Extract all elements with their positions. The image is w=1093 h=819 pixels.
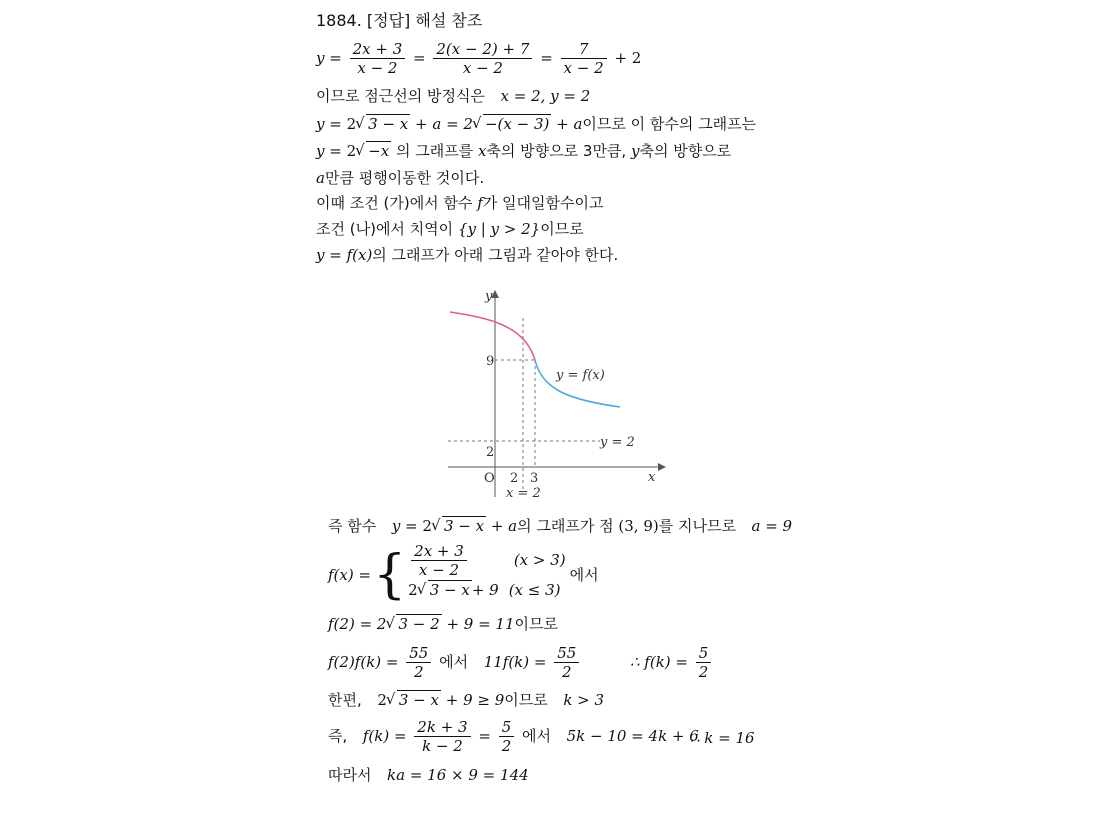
- fraction-3: $\frac{7}{x - 2}$: [561, 40, 607, 77]
- thus-line: 즉, f(k) = $\frac{2k + 3}{k - 2}$ = $\frac{5}{2}$ 에서 5k − 10 = 4k + 6: [328, 718, 699, 755]
- asymptote-h-label: y = 2: [600, 435, 635, 450]
- y-axis-label: y: [485, 289, 493, 304]
- tick-y2: 2: [486, 445, 495, 460]
- transform-line: y = 2√ 3 − x + a = 2√ −(x − 3) + a이므로 이 함수의 그래프는: [316, 114, 756, 134]
- final-answer-line: 따라서 ka = 16 × 9 = 144: [328, 766, 529, 784]
- shift-line-2: a만큼 평행이동한 것이다.: [316, 169, 485, 187]
- therefore-k: ∴ k = 16: [690, 729, 755, 747]
- tick-x2: 2: [510, 471, 519, 486]
- condition-a-line: 이때 조건 (가)에서 함수 f가 일대일함수이고: [316, 194, 604, 212]
- asymptote-line: 이므로 점근선의 방정식은 x = 2, y = 2: [316, 87, 591, 105]
- curve-label: y = f(x): [556, 368, 605, 383]
- pass-point-line: 즉 함수 y = 2√ 3 − x + a의 그래프가 점 (3, 9)를 지나므로 a = 9: [328, 516, 792, 536]
- tick-x3: 3: [530, 471, 539, 486]
- therefore-fk: ∴ f(k) = $\frac{5}{2}$: [630, 644, 714, 681]
- x-axis-label: x: [648, 470, 656, 485]
- fraction-2: $\frac{2(x - 2) + 7}{x - 2}$: [433, 40, 532, 77]
- origin-label: O: [484, 471, 495, 486]
- function-graph: [430, 282, 670, 507]
- f2-line: f(2) = 2√ 3 − 2 + 9 = 11이므로: [328, 614, 558, 634]
- equation-rewrite: y = $\frac{2x + 3}{x - 2}$ = $\frac{2(x - 2) + 7}{x - 2}$ = $\frac{7}{x - 2}$ + 2: [316, 40, 642, 77]
- x-axis-arrow: [658, 463, 666, 471]
- problem-header: 1884. [정답] 해설 참조: [316, 11, 483, 30]
- graph-intro-line: y = f(x)의 그래프가 아래 그림과 같아야 한다.: [316, 246, 619, 264]
- asymptote-v-label: x = 2: [506, 486, 541, 501]
- f2fk-line: f(2)f(k) = $\frac{55}{2}$ 에서 11f(k) = $\frac{55}{2}$: [328, 644, 582, 681]
- piecewise-definition: f(x) = { $\frac{2x + 3}{x - 2}$ (x > 3) 2 √ 3 − x + 9 (x ≤ 3) 에서: [328, 543, 599, 607]
- shift-line-1: y = 2√ −x 의 그래프를 x축의 방향으로 3만큼, y축의 방향으로: [316, 141, 731, 161]
- meanwhile-line: 한편, 2√ 3 − x + 9 ≥ 9이므로 k > 3: [328, 690, 604, 710]
- tick-y9: 9: [486, 354, 495, 369]
- fraction-1: $\frac{2x + 3}{x - 2}$: [350, 40, 406, 77]
- brace-icon: {: [373, 545, 407, 605]
- condition-b-line: 조건 (나)에서 치역이 {y | y > 2}이므로: [316, 220, 584, 238]
- left-curve: [450, 312, 535, 360]
